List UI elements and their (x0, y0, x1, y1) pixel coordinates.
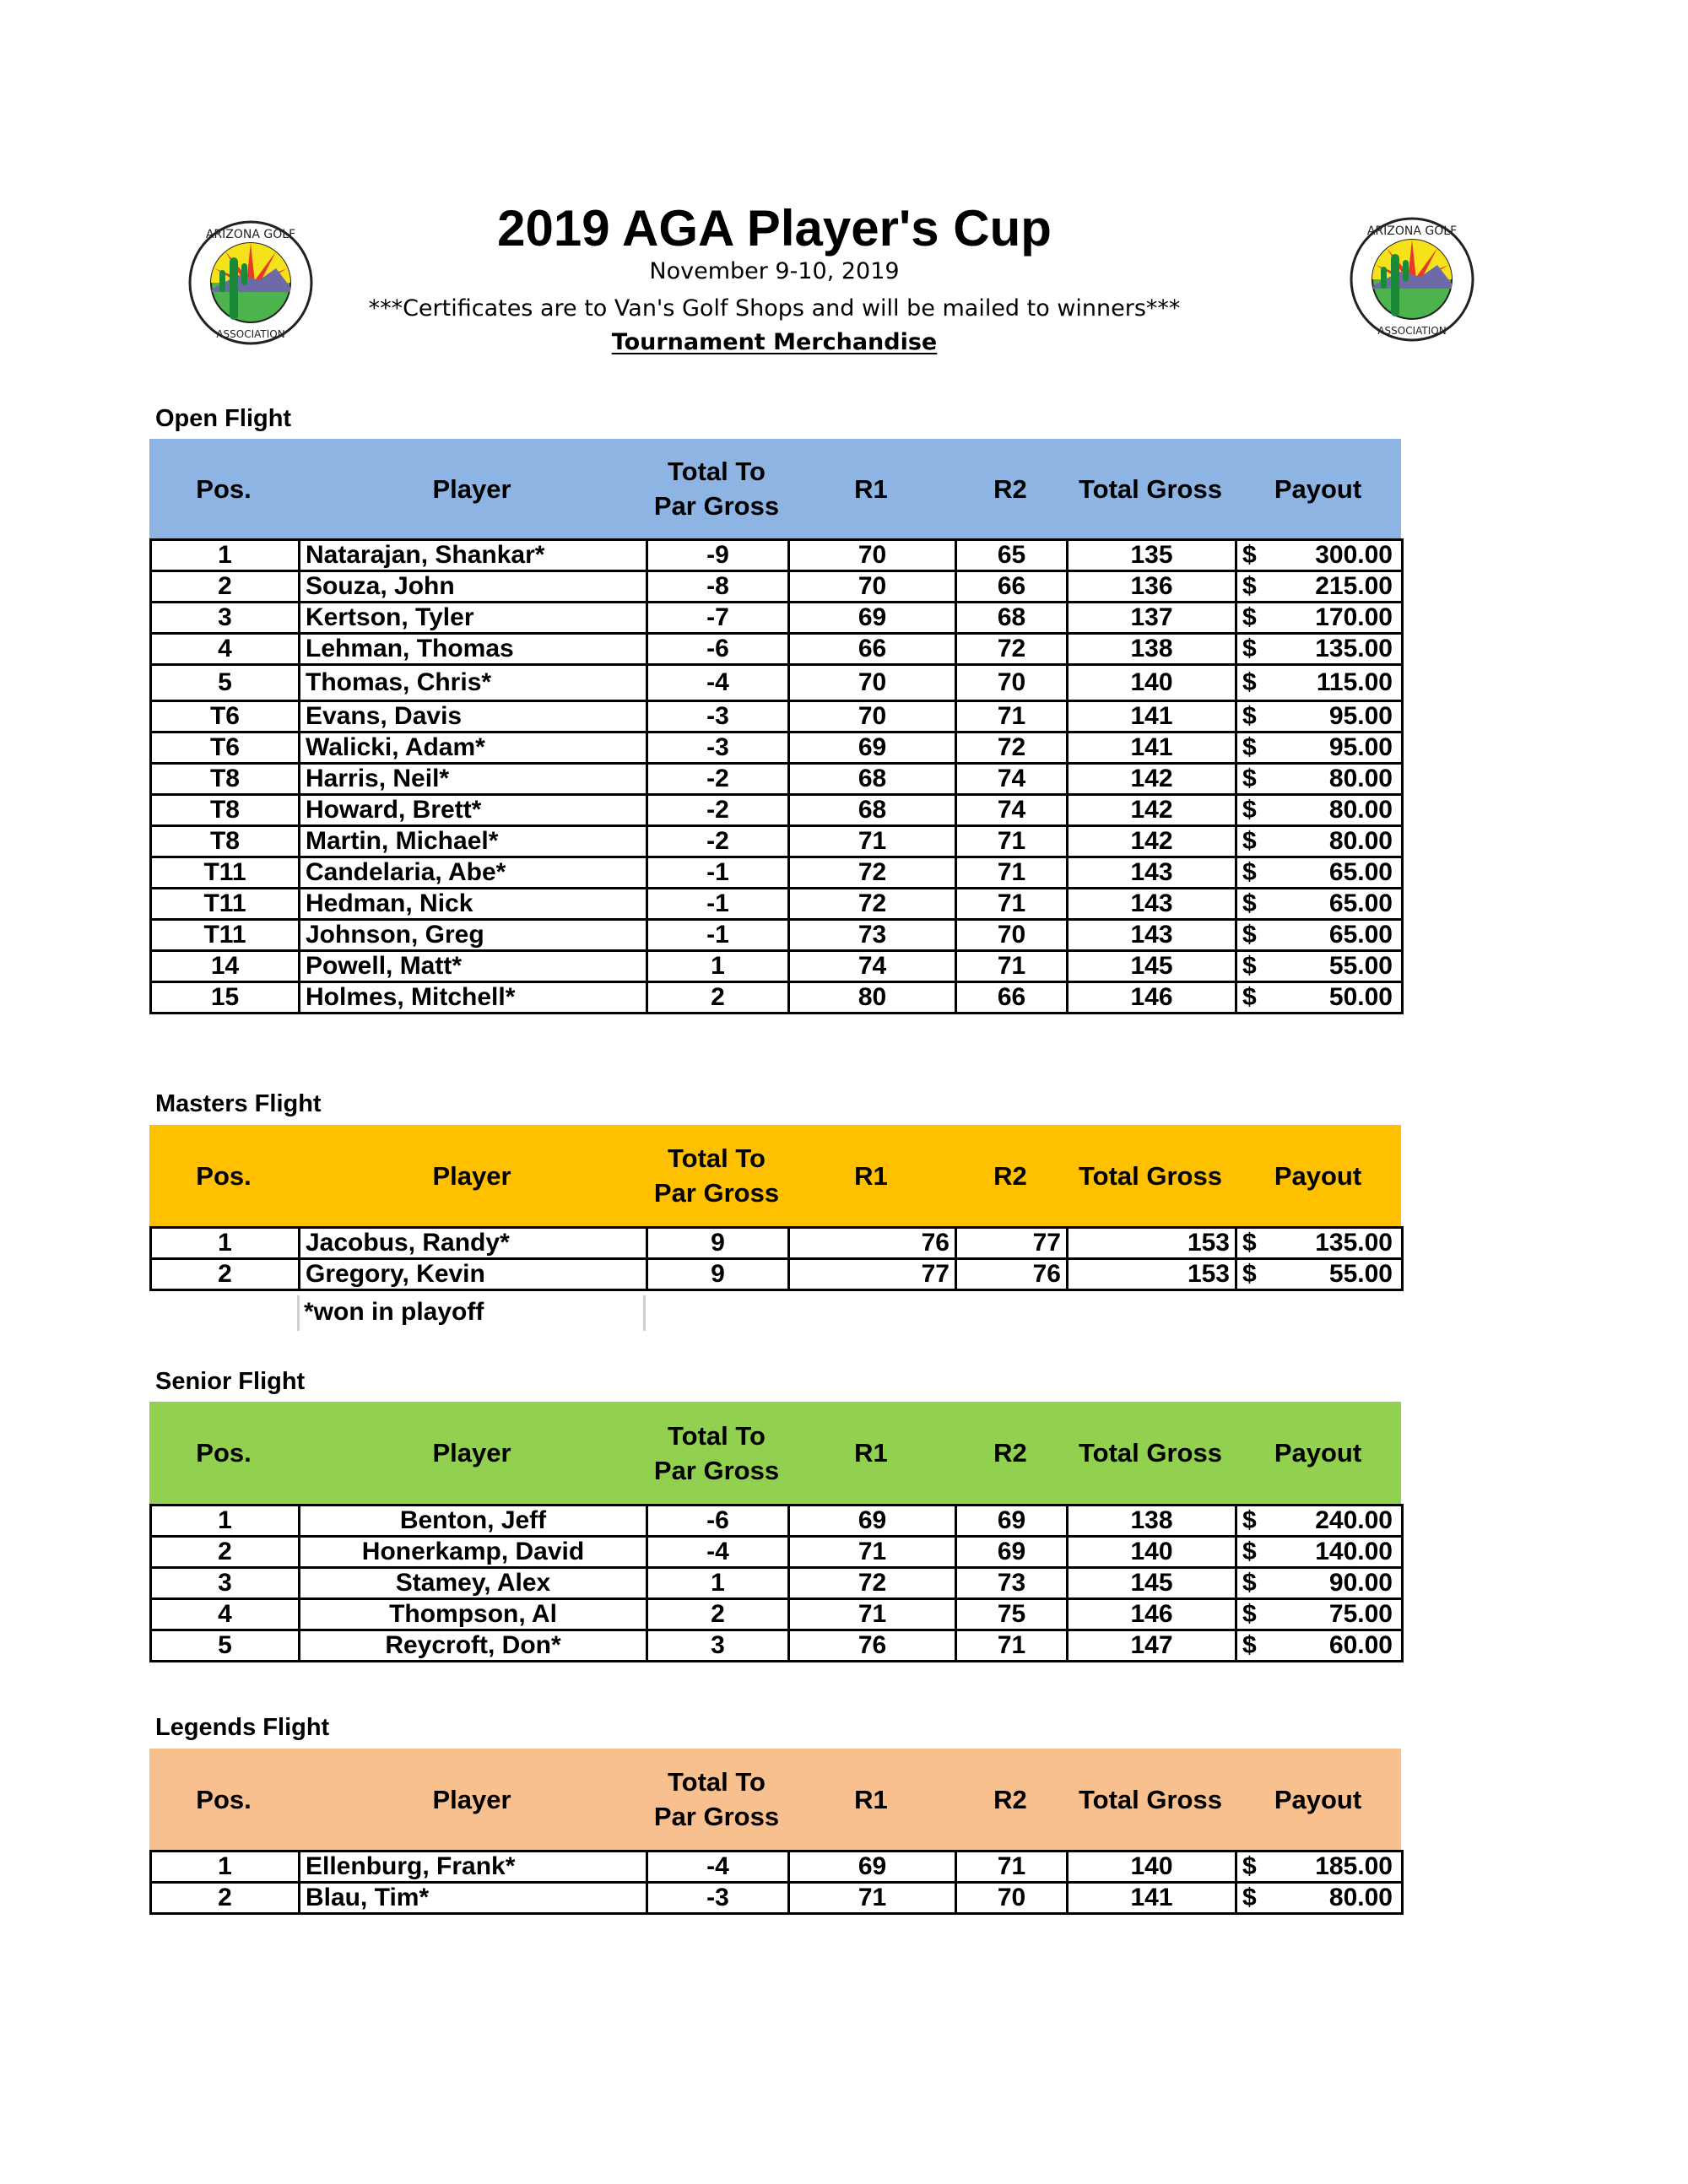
player-cell: Howard, Brett* (300, 795, 647, 826)
legends-flight-table (149, 1850, 1404, 1915)
r1-cell: 66 (789, 634, 956, 665)
currency-symbol: $ (1242, 983, 1257, 1011)
col-player: Player (432, 1160, 511, 1191)
currency-symbol: $ (1242, 603, 1257, 631)
table-row (151, 540, 1403, 571)
r2-cell: 71 (956, 1852, 1068, 1883)
to-par-cell: -4 (647, 1537, 789, 1568)
pos-cell: T11 (151, 920, 300, 951)
table-row (151, 920, 1403, 951)
payout-amount: 65.00 (1328, 858, 1393, 886)
col-r2: R2 (993, 1784, 1027, 1814)
table-row (151, 1883, 1403, 1914)
table-row (151, 634, 1403, 665)
col-pos: Pos. (196, 473, 252, 504)
r2-cell: 70 (956, 665, 1068, 701)
r2-cell: 72 (956, 634, 1068, 665)
r1-cell: 72 (789, 1568, 956, 1599)
svg-text:ASSOCIATION: ASSOCIATION (1377, 325, 1447, 337)
table-row (151, 603, 1403, 634)
open-flight-table (149, 538, 1404, 1014)
payout-cell (1236, 857, 1403, 889)
payout-amount: 90.00 (1328, 1569, 1393, 1597)
table-row (151, 1599, 1403, 1630)
to-par-cell: 2 (647, 1599, 789, 1630)
total-gross-cell: 140 (1068, 1852, 1236, 1883)
total-gross-cell: 141 (1068, 733, 1236, 764)
player-cell: Candelaria, Abe* (300, 857, 647, 889)
player-cell: Ellenburg, Frank* (300, 1852, 647, 1883)
to-par-cell: 9 (647, 1259, 789, 1290)
col-r1: R1 (854, 473, 888, 504)
pos-cell: 1 (151, 1852, 300, 1883)
col-pos: Pos. (196, 1784, 252, 1814)
currency-symbol: $ (1242, 1852, 1257, 1880)
r1-cell: 70 (789, 540, 956, 571)
total-gross-cell: 146 (1068, 982, 1236, 1014)
total-gross-cell: 136 (1068, 571, 1236, 603)
r1-cell: 69 (789, 733, 956, 764)
to-par-cell: 9 (647, 1228, 789, 1259)
pos-cell: 1 (151, 1506, 300, 1537)
pos-cell: 15 (151, 982, 300, 1014)
r1-cell: 70 (789, 665, 956, 701)
total-gross-cell: 137 (1068, 603, 1236, 634)
table-row (151, 701, 1403, 733)
r1-cell: 71 (789, 826, 956, 857)
r2-cell: 65 (956, 540, 1068, 571)
pos-cell: 3 (151, 1568, 300, 1599)
r2-cell: 72 (956, 733, 1068, 764)
payout-amount: 80.00 (1328, 796, 1393, 824)
payout-cell (1236, 1883, 1403, 1914)
certificate-notice: ***Certificates are to Van's Golf Shops and will be mailed to winners*** (368, 295, 1181, 322)
total-gross-cell: 143 (1068, 857, 1236, 889)
table-row (151, 1259, 1403, 1290)
total-gross-cell: 138 (1068, 634, 1236, 665)
table-row (151, 857, 1403, 889)
r2-cell: 75 (956, 1599, 1068, 1630)
payout-cell (1236, 1537, 1403, 1568)
col-payout: Payout (1274, 473, 1362, 504)
col-to-par: Total To Par Gross (653, 1767, 780, 1831)
playoff-note: *won in playoff (304, 1298, 484, 1326)
r2-cell: 76 (956, 1259, 1068, 1290)
payout-amount: 95.00 (1328, 733, 1393, 761)
player-cell: Reycroft, Don* (300, 1630, 647, 1662)
pos-cell: 14 (151, 951, 300, 982)
currency-symbol: $ (1242, 1260, 1257, 1288)
table-row (151, 665, 1403, 701)
currency-symbol: $ (1242, 1506, 1257, 1534)
total-gross-cell: 142 (1068, 795, 1236, 826)
to-par-cell: -6 (647, 1506, 789, 1537)
pos-cell: 3 (151, 603, 300, 634)
player-cell: Thomas, Chris* (300, 665, 647, 701)
note-divider (643, 1295, 646, 1331)
player-cell: Souza, John (300, 571, 647, 603)
svg-text:ASSOCIATION: ASSOCIATION (216, 328, 285, 340)
currency-symbol: $ (1242, 858, 1257, 886)
r2-cell: 71 (956, 1630, 1068, 1662)
player-cell: Hedman, Nick (300, 889, 647, 920)
currency-symbol: $ (1242, 827, 1257, 855)
to-par-cell: -2 (647, 795, 789, 826)
player-cell: Gregory, Kevin (300, 1259, 647, 1290)
payout-cell (1236, 1228, 1403, 1259)
table-row (151, 1630, 1403, 1662)
payout-amount: 55.00 (1328, 952, 1393, 980)
total-gross-cell: 141 (1068, 701, 1236, 733)
r2-cell: 69 (956, 1506, 1068, 1537)
r1-cell: 76 (789, 1228, 956, 1259)
page-title: 2019 AGA Player's Cup (497, 200, 1052, 257)
masters-flight-table (149, 1226, 1404, 1291)
to-par-cell: -2 (647, 826, 789, 857)
total-gross-cell: 146 (1068, 1599, 1236, 1630)
payout-cell (1236, 1506, 1403, 1537)
payout-cell (1236, 701, 1403, 733)
to-par-cell: -7 (647, 603, 789, 634)
col-player: Player (432, 1438, 511, 1468)
player-cell: Martin, Michael* (300, 826, 647, 857)
pos-cell: T6 (151, 733, 300, 764)
total-gross-cell: 138 (1068, 1506, 1236, 1537)
r1-cell: 71 (789, 1537, 956, 1568)
player-cell: Lehman, Thomas (300, 634, 647, 665)
table-row (151, 733, 1403, 764)
to-par-cell: -2 (647, 764, 789, 795)
r1-cell: 72 (789, 857, 956, 889)
player-cell: Honerkamp, David (300, 1537, 647, 1568)
r2-cell: 69 (956, 1537, 1068, 1568)
currency-symbol: $ (1242, 572, 1257, 600)
payout-amount: 65.00 (1328, 889, 1393, 917)
pos-cell: 2 (151, 1259, 300, 1290)
r1-cell: 73 (789, 920, 956, 951)
table-row (151, 1506, 1403, 1537)
to-par-cell: 1 (647, 1568, 789, 1599)
col-r1: R1 (854, 1438, 888, 1468)
payout-cell (1236, 764, 1403, 795)
payout-cell (1236, 1259, 1403, 1290)
to-par-cell: -1 (647, 857, 789, 889)
payout-amount: 135.00 (1315, 1229, 1393, 1257)
to-par-cell: -4 (647, 1852, 789, 1883)
table-row (151, 795, 1403, 826)
currency-symbol: $ (1242, 889, 1257, 917)
payout-amount: 80.00 (1328, 765, 1393, 792)
payout-amount: 80.00 (1328, 827, 1393, 855)
total-gross-cell: 153 (1068, 1228, 1236, 1259)
svg-text:ARIZONA GOLF: ARIZONA GOLF (205, 228, 296, 241)
open-flight-header (149, 439, 1401, 538)
pos-cell: 2 (151, 1883, 300, 1914)
r2-cell: 70 (956, 1883, 1068, 1914)
to-par-cell: -3 (647, 733, 789, 764)
masters-flight-label: Masters Flight (155, 1090, 322, 1117)
currency-symbol: $ (1242, 541, 1257, 569)
payout-amount: 65.00 (1328, 921, 1393, 949)
table-row (151, 1568, 1403, 1599)
r1-cell: 71 (789, 1883, 956, 1914)
pos-cell: T8 (151, 795, 300, 826)
table-row (151, 1537, 1403, 1568)
pos-cell: 1 (151, 540, 300, 571)
currency-symbol: $ (1242, 733, 1257, 761)
pos-cell: 4 (151, 1599, 300, 1630)
payout-cell (1236, 634, 1403, 665)
legends-flight-header (149, 1749, 1401, 1850)
r2-cell: 66 (956, 982, 1068, 1014)
total-gross-cell: 135 (1068, 540, 1236, 571)
r1-cell: 76 (789, 1630, 956, 1662)
pos-cell: 2 (151, 1537, 300, 1568)
total-gross-cell: 142 (1068, 826, 1236, 857)
open-flight-label: Open Flight (155, 405, 292, 432)
col-payout: Payout (1274, 1784, 1362, 1814)
player-cell: Blau, Tim* (300, 1883, 647, 1914)
total-gross-cell: 143 (1068, 889, 1236, 920)
player-cell: Evans, Davis (300, 701, 647, 733)
col-player: Player (432, 1784, 511, 1814)
masters-flight-header (149, 1125, 1401, 1226)
r1-cell: 77 (789, 1259, 956, 1290)
to-par-cell: -4 (647, 665, 789, 701)
payout-amount: 80.00 (1328, 1884, 1393, 1911)
col-to-par: Total To Par Gross (653, 1420, 780, 1485)
currency-symbol: $ (1242, 1600, 1257, 1628)
col-r1: R1 (854, 1784, 888, 1814)
col-total-gross: Total Gross (1079, 1784, 1222, 1814)
currency-symbol: $ (1242, 1229, 1257, 1257)
payout-amount: 140.00 (1315, 1538, 1393, 1565)
r1-cell: 69 (789, 603, 956, 634)
to-par-cell: -1 (647, 920, 789, 951)
r2-cell: 71 (956, 951, 1068, 982)
currency-symbol: $ (1242, 635, 1257, 662)
to-par-cell: -3 (647, 1883, 789, 1914)
payout-cell (1236, 665, 1403, 701)
payout-cell (1236, 1599, 1403, 1630)
payout-amount: 115.00 (1316, 668, 1393, 696)
r2-cell: 71 (956, 826, 1068, 857)
total-gross-cell: 142 (1068, 764, 1236, 795)
pos-cell: 1 (151, 1228, 300, 1259)
currency-symbol: $ (1242, 1538, 1257, 1565)
r1-cell: 71 (789, 1599, 956, 1630)
col-total-gross: Total Gross (1079, 1160, 1222, 1191)
payout-cell (1236, 826, 1403, 857)
payout-cell (1236, 889, 1403, 920)
table-row (151, 889, 1403, 920)
payout-cell (1236, 951, 1403, 982)
r1-cell: 80 (789, 982, 956, 1014)
merchandise-subheading: Tournament Merchandise (611, 329, 938, 355)
payout-cell (1236, 1852, 1403, 1883)
total-gross-cell: 141 (1068, 1883, 1236, 1914)
pos-cell: T11 (151, 889, 300, 920)
payout-cell (1236, 920, 1403, 951)
to-par-cell: -9 (647, 540, 789, 571)
player-cell: Johnson, Greg (300, 920, 647, 951)
col-payout: Payout (1274, 1160, 1362, 1191)
currency-symbol: $ (1242, 668, 1257, 696)
player-cell: Thompson, Al (300, 1599, 647, 1630)
table-row (151, 951, 1403, 982)
total-gross-cell: 140 (1068, 1537, 1236, 1568)
player-cell: Stamey, Alex (300, 1568, 647, 1599)
event-date: November 9-10, 2019 (649, 258, 900, 284)
player-cell: Natarajan, Shankar* (300, 540, 647, 571)
payout-amount: 95.00 (1328, 702, 1393, 730)
payout-amount: 50.00 (1328, 983, 1393, 1011)
table-row (151, 1852, 1403, 1883)
to-par-cell: 1 (647, 951, 789, 982)
senior-flight-header (149, 1402, 1401, 1504)
r1-cell: 69 (789, 1852, 956, 1883)
r1-cell: 70 (789, 571, 956, 603)
pos-cell: 5 (151, 665, 300, 701)
col-total-gross: Total Gross (1079, 1438, 1222, 1468)
r2-cell: 68 (956, 603, 1068, 634)
r1-cell: 74 (789, 951, 956, 982)
r1-cell: 72 (789, 889, 956, 920)
payout-amount: 55.00 (1328, 1260, 1393, 1288)
col-r2: R2 (993, 1160, 1027, 1191)
to-par-cell: -8 (647, 571, 789, 603)
r2-cell: 73 (956, 1568, 1068, 1599)
payout-cell (1236, 795, 1403, 826)
to-par-cell: -1 (647, 889, 789, 920)
currency-symbol: $ (1242, 765, 1257, 792)
r2-cell: 74 (956, 795, 1068, 826)
player-cell: Benton, Jeff (300, 1506, 647, 1537)
currency-symbol: $ (1242, 1884, 1257, 1911)
r2-cell: 71 (956, 857, 1068, 889)
table-row (151, 826, 1403, 857)
payout-amount: 75.00 (1328, 1600, 1393, 1628)
col-pos: Pos. (196, 1160, 252, 1191)
payout-cell (1236, 1630, 1403, 1662)
pos-cell: T11 (151, 857, 300, 889)
col-total-gross: Total Gross (1079, 473, 1222, 504)
payout-cell (1236, 982, 1403, 1014)
r2-cell: 77 (956, 1228, 1068, 1259)
pos-cell: 2 (151, 571, 300, 603)
total-gross-cell: 147 (1068, 1630, 1236, 1662)
col-to-par: Total To Par Gross (653, 1143, 780, 1208)
table-row (151, 764, 1403, 795)
svg-text:ARIZONA GOLF: ARIZONA GOLF (1366, 224, 1458, 238)
player-cell: Kertson, Tyler (300, 603, 647, 634)
payout-cell (1236, 540, 1403, 571)
payout-cell (1236, 733, 1403, 764)
r1-cell: 68 (789, 764, 956, 795)
payout-cell (1236, 1568, 1403, 1599)
r2-cell: 71 (956, 701, 1068, 733)
currency-symbol: $ (1242, 921, 1257, 949)
total-gross-cell: 145 (1068, 951, 1236, 982)
currency-symbol: $ (1242, 952, 1257, 980)
r2-cell: 71 (956, 889, 1068, 920)
payout-amount: 185.00 (1315, 1852, 1393, 1880)
legends-flight-label: Legends Flight (155, 1714, 330, 1741)
r2-cell: 70 (956, 920, 1068, 951)
player-cell: Harris, Neil* (300, 764, 647, 795)
total-gross-cell: 153 (1068, 1259, 1236, 1290)
player-cell: Holmes, Mitchell* (300, 982, 647, 1014)
total-gross-cell: 140 (1068, 665, 1236, 701)
r1-cell: 70 (789, 701, 956, 733)
table-row (151, 982, 1403, 1014)
r2-cell: 66 (956, 571, 1068, 603)
col-to-par: Total To Par Gross (653, 457, 780, 521)
senior-flight-table (149, 1504, 1404, 1662)
to-par-cell: -6 (647, 634, 789, 665)
pos-cell: 5 (151, 1630, 300, 1662)
pos-cell: T8 (151, 826, 300, 857)
pos-cell: T6 (151, 701, 300, 733)
total-gross-cell: 143 (1068, 920, 1236, 951)
col-r2: R2 (993, 1438, 1027, 1468)
currency-symbol: $ (1242, 702, 1257, 730)
to-par-cell: 2 (647, 982, 789, 1014)
senior-flight-label: Senior Flight (155, 1368, 306, 1395)
r2-cell: 74 (956, 764, 1068, 795)
col-payout: Payout (1274, 1438, 1362, 1468)
player-cell: Walicki, Adam* (300, 733, 647, 764)
payout-amount: 240.00 (1315, 1506, 1393, 1534)
r1-cell: 68 (789, 795, 956, 826)
table-row (151, 571, 1403, 603)
col-player: Player (432, 473, 511, 504)
r1-cell: 69 (789, 1506, 956, 1537)
pos-cell: 4 (151, 634, 300, 665)
player-cell: Powell, Matt* (300, 951, 647, 982)
currency-symbol: $ (1242, 796, 1257, 824)
col-pos: Pos. (196, 1438, 252, 1468)
payout-cell (1236, 603, 1403, 634)
payout-cell (1236, 571, 1403, 603)
note-divider (297, 1295, 300, 1331)
player-cell: Jacobus, Randy* (300, 1228, 647, 1259)
payout-amount: 215.00 (1315, 572, 1393, 600)
currency-symbol: $ (1242, 1631, 1257, 1659)
payout-amount: 60.00 (1328, 1631, 1393, 1659)
pos-cell: T8 (151, 764, 300, 795)
total-gross-cell: 145 (1068, 1568, 1236, 1599)
to-par-cell: -3 (647, 701, 789, 733)
col-r1: R1 (854, 1160, 888, 1191)
col-r2: R2 (993, 473, 1027, 504)
payout-amount: 300.00 (1315, 541, 1393, 569)
payout-amount: 170.00 (1315, 603, 1393, 631)
table-row (151, 1228, 1403, 1259)
to-par-cell: 3 (647, 1630, 789, 1662)
currency-symbol: $ (1242, 1569, 1257, 1597)
payout-amount: 135.00 (1315, 635, 1393, 662)
